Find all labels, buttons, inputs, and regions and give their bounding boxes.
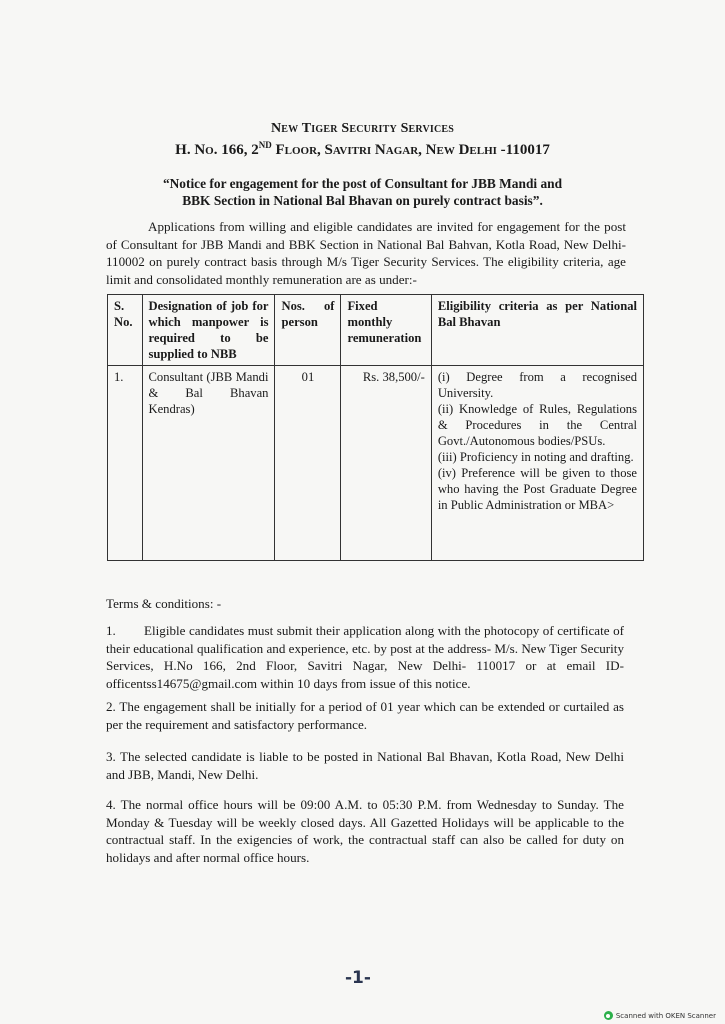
clause-1-number: 1.	[106, 623, 116, 638]
header-remuneration: Fixed monthly remuneration	[341, 295, 431, 366]
organization-name: New Tiger Security Services	[270, 121, 455, 136]
table-row	[108, 366, 644, 561]
oken-scanner-icon	[604, 1011, 613, 1020]
notice-title-line-1: “Notice for engagement for the post of Consultant for JBB Mandi and	[162, 176, 563, 191]
cell-sno: 1.	[108, 366, 143, 561]
notice-title	[100, 175, 625, 209]
cell-remuneration: Rs. 38,500/-	[341, 366, 431, 561]
terms-clause-2: 2. The engagement shall be initially for a period of 01 year which can be extended or curtailed as per the requirement and satisfactory performance.	[106, 699, 624, 732]
terms-heading: Terms & conditions: -	[106, 596, 222, 611]
notice-title-line-2: BBK Section in National Bal Bhavan on purely contract basis”.	[182, 193, 543, 208]
header-designation: Designation of job for which manpower is required to be supplied to NBB	[142, 295, 275, 366]
intro-paragraph: Applications from willing and eligible candidates are invited for engagement for the post of Consultant for JBB Mandi and BBK Section in National Bal Bahvan, Kotla Road, New Delhi-110002 on purely contract basis through M/s Tiger Security Services. The eligibility criteria, age limit and consolidated monthly remuneration are as under:-	[106, 219, 626, 287]
organization-address	[0, 140, 725, 159]
header-eligibility: Eligibility criteria as per National Bal Bhavan	[431, 295, 643, 366]
eligibility-table	[107, 294, 644, 561]
header-sno: S. No.	[108, 295, 143, 366]
scanner-watermark	[604, 1011, 716, 1020]
criteria-item: (iii) Proficiency in noting and drafting.	[437, 450, 634, 464]
criteria-item: (i) Degree from a recognised University.	[437, 370, 637, 400]
page-number: -1-	[345, 968, 371, 988]
terms-clause-3: 3. The selected candidate is liable to be posted in National Bal Bhavan, Kotla Road, New Delhi and JBB, Mandi, New Delhi.	[106, 749, 624, 782]
scanner-text: Scanned with OKEN Scanner	[615, 1011, 716, 1020]
address-rest: Floor, Savitri Nagar, New Delhi -110017	[271, 142, 550, 158]
clause-1-text: Eligible candidates must submit their application along with the photocopy of certificate of their educational qualification and experience, etc. by post at the address- M/s. New Tiger Security Services, H.No 166, 2nd Floor, Savitri Nagar, New Delhi- 110017 or at email ID- officentss14675@gmail.com within 10 days from issue of this notice.	[106, 623, 624, 691]
address-prefix: H. No. 166, 2	[175, 142, 259, 158]
cell-persons: 01	[275, 366, 341, 561]
table-header-row	[108, 295, 644, 366]
cell-criteria	[431, 366, 643, 561]
cell-designation: Consultant (JBB Mandi & Bal Bhavan Kendras)	[142, 366, 275, 561]
address-superscript: ND	[258, 140, 272, 150]
header-persons: Nos. of person	[275, 295, 341, 366]
terms-clause-4: 4. The normal office hours will be 09:00 A.M. to 05:30 P.M. from Wednesday to Sunday. The Monday & Tuesday will be weekly closed days. All Gazetted Holidays will be applicable to the contractual staff. In the exigencies of work, the contractual staff can also be called for duty on holidays and after normal office hours.	[106, 797, 624, 865]
criteria-item: (ii) Knowledge of Rules, Regulations & Procedures in the Central Govt./Autonomous bodies/PSUs.	[437, 402, 637, 448]
criteria-item: (iv) Preference will be given to those who having the Post Graduate Degree in Public Administration or MBA>	[437, 466, 637, 512]
terms-clause-1	[106, 622, 624, 692]
